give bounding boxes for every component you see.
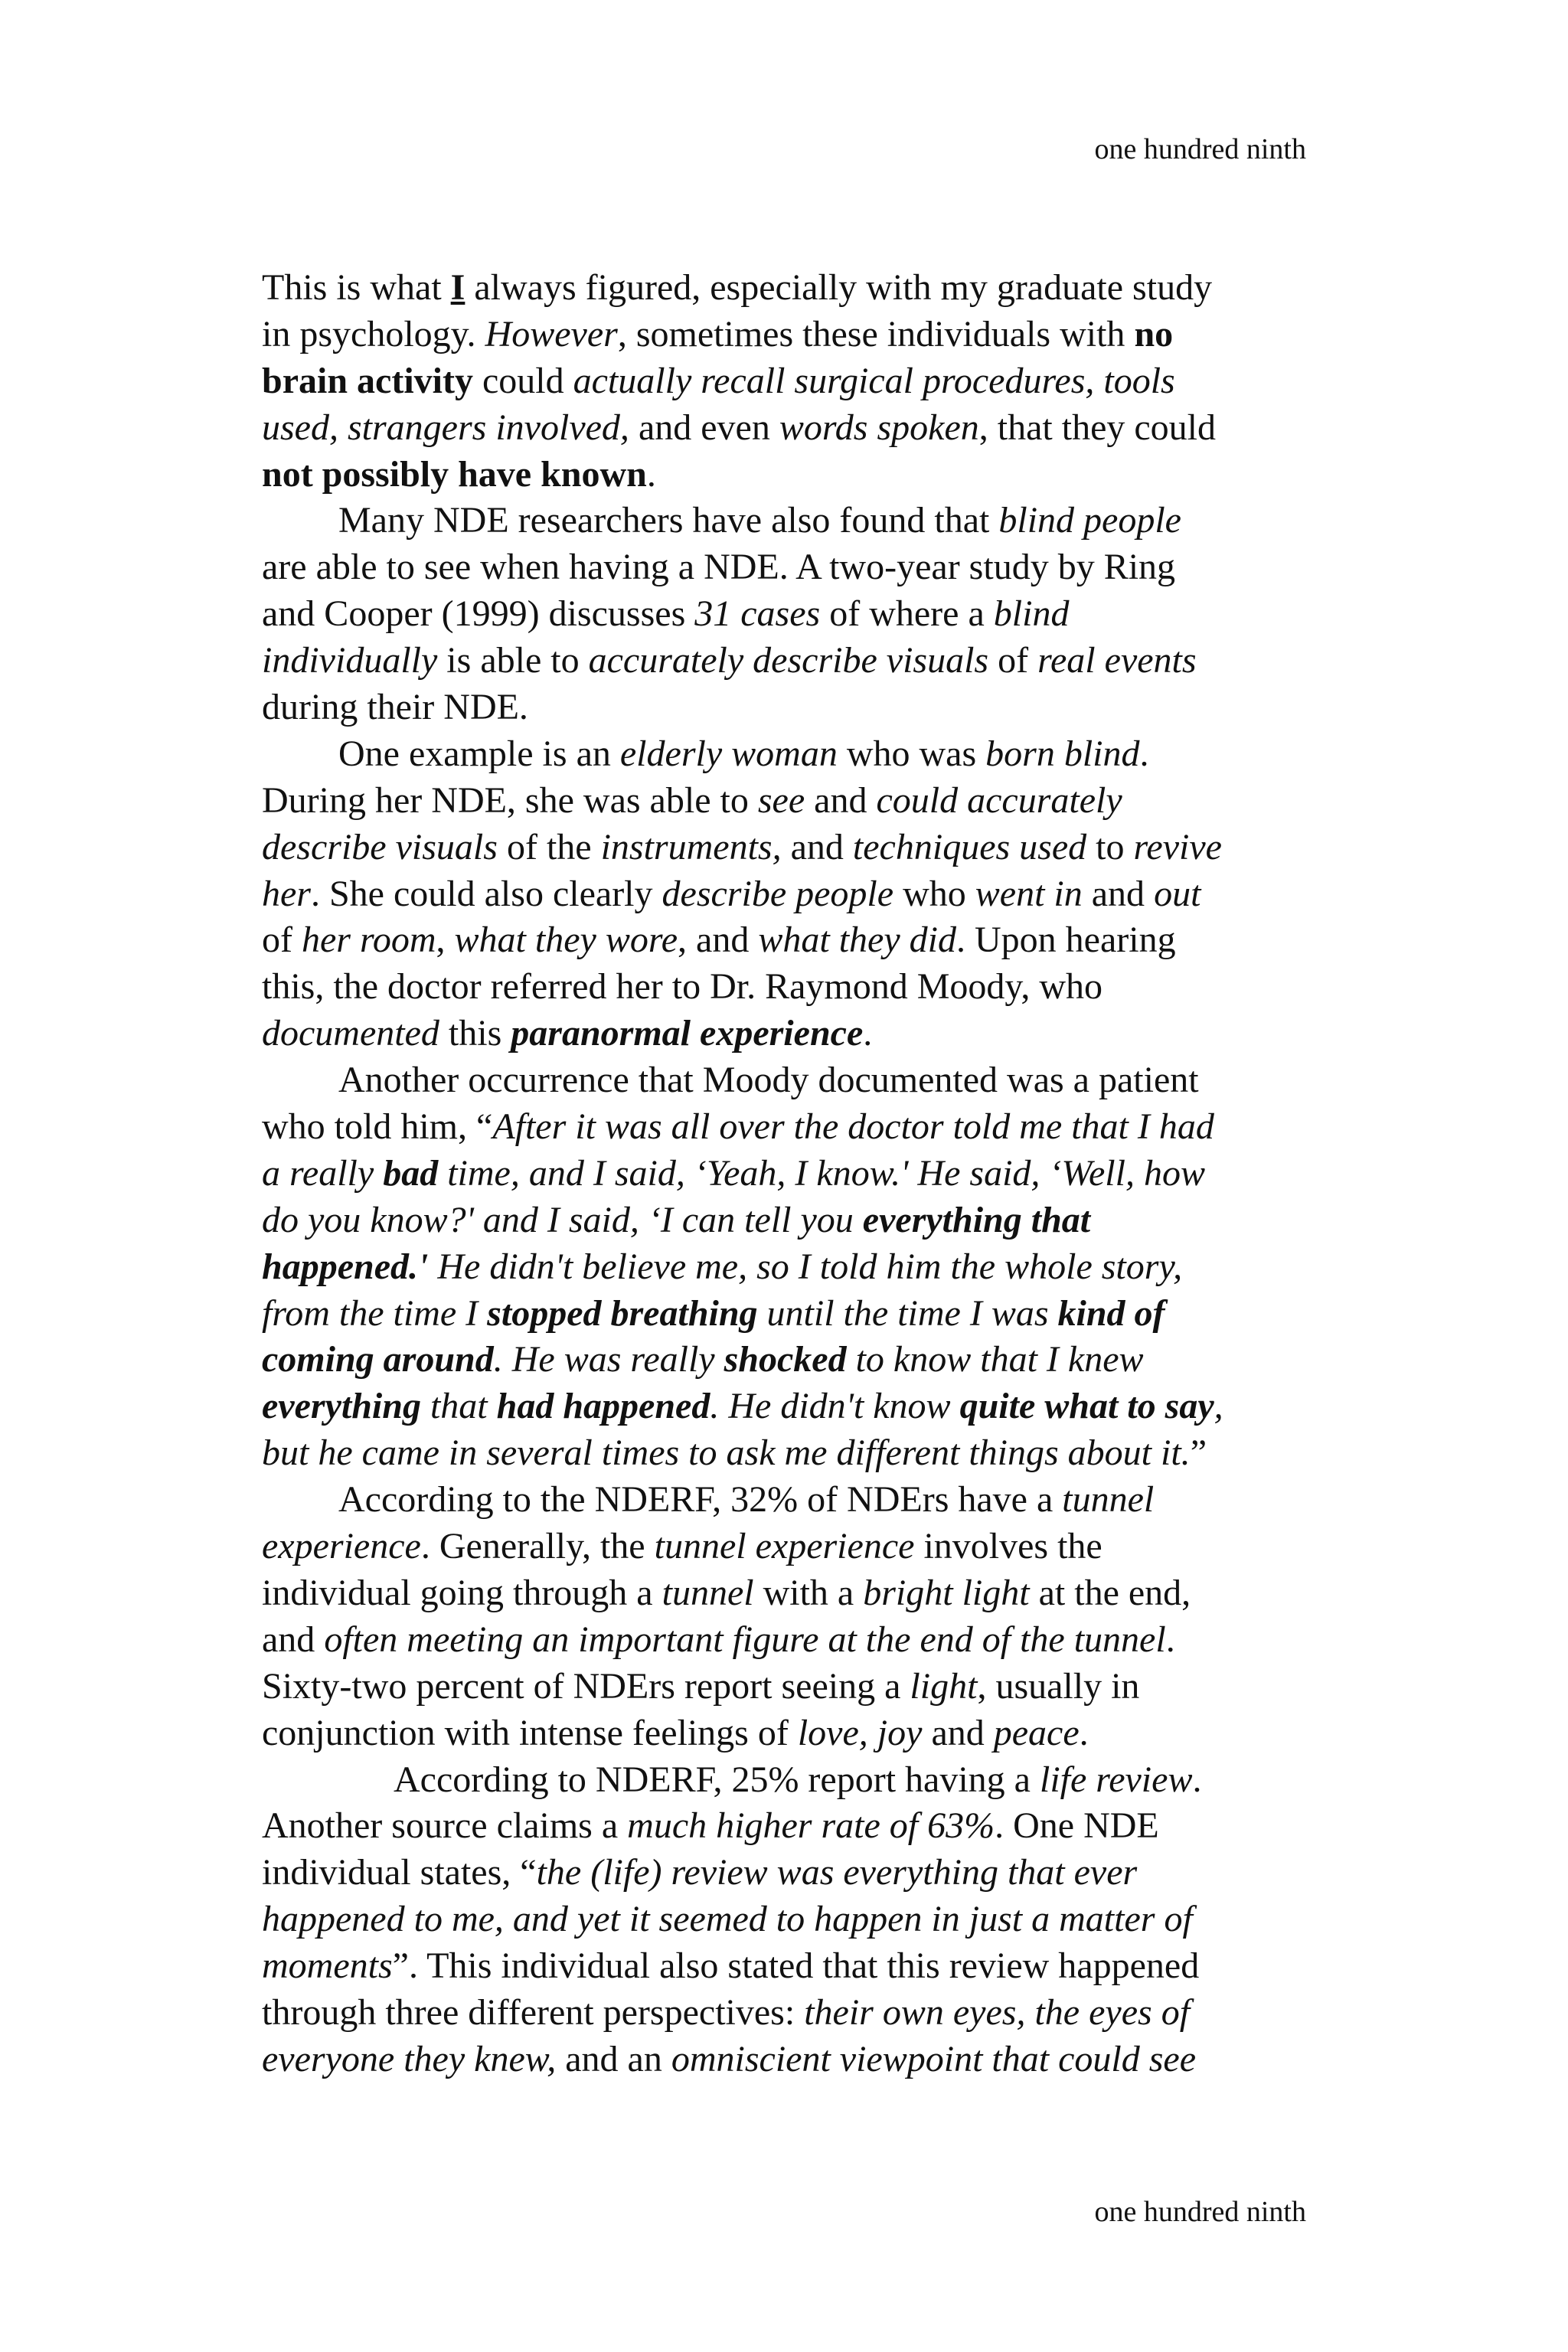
text-line: [262, 1430, 1318, 1477]
text-run: to: [1086, 826, 1134, 867]
text-run: and: [781, 826, 853, 867]
text-line: [262, 1197, 1318, 1244]
text-line: [262, 1850, 1318, 1896]
text-line: [262, 312, 1318, 358]
text-run: However: [485, 313, 618, 354]
text-line: [262, 1757, 1318, 1804]
text-run: describe visuals: [262, 826, 498, 867]
text-run: of the: [497, 826, 601, 867]
text-run: and: [922, 1712, 994, 1753]
text-run: .: [1079, 1712, 1089, 1753]
text-run: everything: [262, 1386, 421, 1427]
text-run: . She could also clearly: [310, 873, 662, 914]
text-run: not possibly have known: [262, 453, 647, 495]
text-run: are able to see when having a NDE. A two-year study by Ring: [262, 547, 1176, 588]
text-run: ”. This individual also stated that this review happened: [392, 1945, 1200, 1987]
text-run: , that they could: [978, 407, 1217, 448]
text-run: born blind: [985, 733, 1140, 774]
text-line: [262, 265, 1318, 312]
text-run: and an: [556, 2038, 671, 2079]
text-run: of: [988, 640, 1038, 681]
text-line: [262, 358, 1318, 405]
text-run: words spoken: [779, 407, 979, 448]
text-run: and: [1082, 873, 1155, 914]
text-run: at the end,: [1029, 1572, 1191, 1613]
text-run: Sixty-two percent of NDErs report seeing a: [262, 1665, 910, 1707]
text-line: [262, 2037, 1318, 2083]
text-run: happened to me, and yet it seemed to happen in just a matter of: [262, 1899, 1193, 1940]
running-header: one hundred ninth: [1094, 133, 1306, 165]
text-run: During her NDE, she was able to: [262, 779, 758, 821]
text-line: [262, 1151, 1318, 1197]
text-run: light: [910, 1665, 978, 1707]
text-run: this, the doctor referred her to Dr. Raymond Moody, who: [262, 966, 1102, 1008]
text-run: .: [646, 453, 656, 495]
text-run: everything that: [862, 1199, 1091, 1240]
text-line: [262, 1990, 1318, 2037]
text-run: . He didn't know: [710, 1386, 960, 1427]
text-line: [262, 1617, 1318, 1664]
text-run: the (life) review was everything that ever: [536, 1852, 1138, 1893]
text-run: .: [863, 1013, 873, 1054]
text-run: coming around: [262, 1339, 494, 1380]
text-run: individually: [262, 640, 438, 681]
text-line: [262, 731, 1318, 778]
text-run: what they did: [758, 920, 956, 961]
text-run: 31 cases: [694, 593, 821, 635]
text-run: of: [262, 920, 302, 961]
text-run: happened.': [262, 1246, 429, 1287]
text-run: ,: [1214, 1386, 1223, 1427]
text-run: blind people: [998, 500, 1181, 541]
text-run: who was: [837, 733, 986, 774]
text-line: [262, 964, 1318, 1011]
text-run: . One NDE: [995, 1805, 1159, 1847]
text-run: tunnel: [1062, 1479, 1155, 1521]
text-run: brain activity: [262, 360, 473, 401]
text-line: [262, 1803, 1318, 1850]
text-run: , usually in: [977, 1665, 1140, 1707]
text-run: One example is an: [338, 733, 620, 774]
text-run: could: [472, 360, 573, 401]
text-line: [262, 1383, 1318, 1430]
text-line: [262, 1943, 1318, 1990]
text-line: [262, 1570, 1318, 1617]
text-run: I: [450, 267, 466, 308]
text-run: tunnel: [662, 1572, 754, 1613]
text-line: [262, 1057, 1318, 1104]
text-run: Another source claims a: [262, 1805, 628, 1847]
text-run: ,: [436, 920, 455, 961]
text-run: Many NDE researchers have also found that: [338, 500, 999, 541]
text-line: [262, 1104, 1318, 1151]
text-run: used, strangers involved,: [262, 407, 629, 448]
text-run: describe people: [662, 873, 894, 914]
text-run: moments: [262, 1945, 393, 1987]
text-run: Another occurrence that Moody documented was a patient: [338, 1060, 1199, 1101]
text-run: time, and I said, ‘Yeah, I know.' He said, ‘Well, how: [438, 1152, 1205, 1194]
text-run: .: [1139, 733, 1149, 774]
text-run: . Generally, the: [420, 1526, 655, 1567]
text-run: always figured, especially with my graduate study: [465, 267, 1213, 308]
text-line: [262, 1477, 1318, 1524]
text-run: that: [420, 1386, 497, 1427]
text-line: [262, 1664, 1318, 1710]
text-run: paranormal experience: [511, 1013, 864, 1054]
text-run: . Upon hearing: [956, 920, 1176, 961]
text-line: [262, 498, 1318, 544]
text-line: [262, 1244, 1318, 1291]
text-run: .: [1192, 1759, 1202, 1800]
text-run: documented: [262, 1013, 439, 1054]
text-run: much higher rate of 63%: [627, 1805, 995, 1847]
text-run: According to the NDERF, 32% of NDErs have a: [338, 1479, 1063, 1521]
text-line: [262, 1710, 1318, 1757]
text-run: no: [1134, 313, 1174, 354]
text-run: until the time I was: [757, 1292, 1058, 1334]
text-run: this: [439, 1013, 511, 1054]
text-run: could accurately: [876, 779, 1122, 821]
text-run: who: [893, 873, 975, 914]
text-run: stopped breathing: [487, 1292, 758, 1334]
text-run: real events: [1037, 640, 1197, 681]
text-run: often meeting an important figure at the end of the tunnel: [324, 1619, 1166, 1660]
text-run: and: [262, 1619, 325, 1660]
text-line: [262, 638, 1318, 684]
text-run: This is what: [262, 267, 451, 308]
text-run: , and: [678, 920, 759, 961]
text-run: with a: [753, 1572, 864, 1613]
text-run: conjunction with intense feelings of: [262, 1712, 798, 1753]
text-run: instruments,: [600, 826, 782, 867]
text-run: After it was all over the doctor told me that I had: [492, 1106, 1214, 1148]
text-run: individual states, “: [262, 1852, 537, 1893]
text-run: accurately describe visuals: [588, 640, 989, 681]
text-line: [262, 1896, 1318, 1943]
text-run: everyone they knew,: [262, 2038, 557, 2079]
text-line: [262, 871, 1318, 918]
text-run: through three different perspectives:: [262, 1991, 805, 2033]
text-run: .: [1165, 1619, 1175, 1660]
text-line: [262, 405, 1318, 452]
text-run: her: [262, 873, 311, 914]
text-run: revive: [1133, 826, 1222, 867]
text-run: elderly woman: [619, 733, 838, 774]
text-run: of where a: [820, 593, 994, 635]
text-run: and Cooper (1999) discusses: [262, 593, 695, 635]
body-text: [262, 265, 1318, 2083]
running-footer: one hundred ninth: [1094, 2196, 1306, 2228]
text-run: a really: [262, 1152, 384, 1194]
text-run: had happened: [496, 1386, 710, 1427]
text-run: love, joy: [797, 1712, 923, 1753]
text-run: involves the: [914, 1526, 1102, 1567]
text-run: . He was really: [493, 1339, 724, 1380]
text-run: and even: [629, 407, 779, 448]
text-run: went in: [975, 873, 1083, 914]
text-line: [262, 917, 1318, 964]
text-line: [262, 684, 1318, 731]
text-run: in psychology.: [262, 313, 485, 354]
text-run: ”: [1190, 1432, 1207, 1474]
text-run: tunnel experience: [654, 1526, 915, 1567]
text-run: quite what to say: [959, 1386, 1214, 1427]
text-run: do you know?' and I said, ‘I can tell you: [262, 1199, 863, 1240]
text-run: during their NDE.: [262, 687, 528, 728]
text-run: experience: [262, 1526, 421, 1567]
text-run: her room: [301, 920, 436, 961]
text-run: what they wore: [454, 920, 678, 961]
text-run: their own eyes, the eyes of: [804, 1991, 1191, 2033]
text-line: [262, 1337, 1318, 1383]
text-line: [262, 825, 1318, 871]
text-run: to know that I knew: [846, 1339, 1144, 1380]
text-run: He didn't believe me, so I told him the whole story,: [428, 1246, 1183, 1287]
text-line: [262, 544, 1318, 591]
text-line: [262, 591, 1318, 638]
text-run: peace: [993, 1712, 1080, 1753]
text-run: omniscient viewpoint that could see: [671, 2038, 1197, 2079]
text-run: actually recall surgical procedures, tools: [573, 360, 1175, 401]
text-line: [262, 1011, 1318, 1057]
text-line: [262, 1291, 1318, 1338]
text-run: is able to: [437, 640, 589, 681]
text-run: bright light: [863, 1572, 1030, 1613]
text-run: blind: [993, 593, 1070, 635]
text-run: out: [1154, 873, 1201, 914]
text-run: , sometimes these individuals with: [617, 313, 1135, 354]
text-run: individual going through a: [262, 1572, 662, 1613]
text-run: shocked: [724, 1339, 847, 1380]
text-run: According to NDERF, 25% report having a: [394, 1759, 1040, 1800]
text-run: and: [805, 779, 877, 821]
text-run: bad: [383, 1152, 439, 1194]
text-line: [262, 452, 1318, 498]
text-run: life review: [1039, 1759, 1193, 1800]
text-run: kind of: [1057, 1292, 1165, 1334]
text-line: [262, 778, 1318, 825]
text-run: techniques used: [852, 826, 1087, 867]
text-run: from the time I: [262, 1292, 488, 1334]
text-line: [262, 1524, 1318, 1570]
text-run: see: [757, 779, 805, 821]
text-run: but he came in several times to ask me different things about it.: [262, 1432, 1191, 1474]
text-run: who told him, “: [262, 1106, 493, 1148]
